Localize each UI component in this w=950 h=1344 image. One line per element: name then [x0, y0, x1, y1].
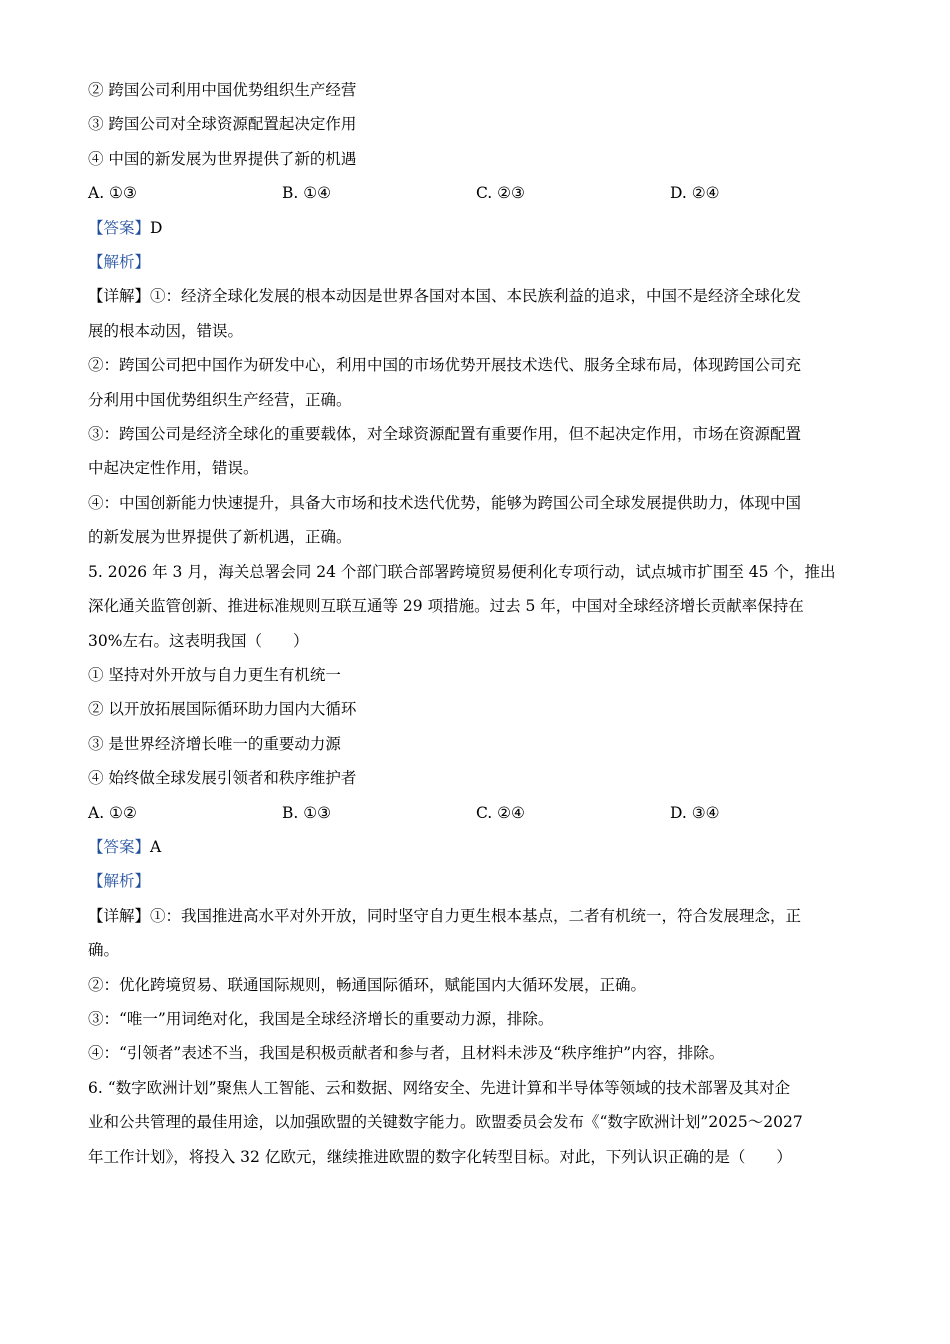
- q6-stem-2: 业和公共管理的最佳用途，以加强欧盟的关键数字能力。欧盟委员会发布《“数字欧洲计划”2025～2027: [88, 1113, 803, 1132]
- q4-detail-1-cont: 展的根本动因，错误。: [88, 321, 244, 340]
- answer-value: A: [150, 837, 162, 856]
- q4-detail-2: ②：跨国公司把中国作为研发中心，利用中国的市场优势开展技术迭代、服务全球布局，体现跨国公司充: [88, 356, 802, 375]
- q5-stem-2: 深化通关监管创新、推进标准规则互联互通等 29 项措施。过去 5 年，中国对全球经济增长贡献率保持在: [88, 597, 804, 616]
- q5-detail-1-cont: 确。: [88, 941, 120, 960]
- q4-detail-4-cont: 的新发展为世界提供了新机遇，正确。: [88, 528, 352, 547]
- q4-option-d: D. ②④: [670, 184, 720, 203]
- q5-statement-1: ① 坚持对外开放与自力更生有机统一: [88, 665, 341, 684]
- q4-detail-3-cont: 中起决定性作用，错误。: [88, 459, 259, 478]
- q4-options: [88, 176, 864, 210]
- answer-tag: 【答案】: [88, 218, 151, 237]
- q5-detail-4: ④：“引领者”表述不当，我国是积极贡献者和参与者，且材料未涉及“秩序维护”内容，排除。: [88, 1044, 725, 1063]
- q5-answer: [88, 830, 864, 864]
- q6-stem-3: 年工作计划》，将投入 32 亿欧元，继续推进欧盟的数字化转型目标。对此，下列认识正确的是（ ）: [88, 1147, 792, 1166]
- q5-stem-3: 30%左右。这表明我国（ ）: [88, 631, 309, 650]
- q5-detail-2: ②：优化跨境贸易、联通国际规则，畅通国际循环，赋能国内大循环发展，正确。: [88, 975, 647, 994]
- q5-detail-3: ③：“唯一”用词绝对化，我国是全球经济增长的重要动力源，排除。: [88, 1009, 554, 1028]
- detail-tag: 【详解】: [88, 287, 151, 306]
- q5-statement-2: ② 以开放拓展国际循环助力国内大循环: [88, 700, 357, 719]
- q5-statement-3: ③ 是世界经济增长唯一的重要动力源: [88, 734, 341, 753]
- answer-value: D: [150, 218, 163, 237]
- q4-option-b: B. ①④: [282, 184, 332, 203]
- q4-analysis-tag: 【解析】: [88, 253, 151, 272]
- q4-option-c: C. ②③: [476, 184, 525, 203]
- q5-options: [88, 796, 864, 830]
- q4-statement-4: ④ 中国的新发展为世界提供了新的机遇: [88, 149, 357, 168]
- q5-option-d: D. ③④: [670, 803, 720, 822]
- q5-option-c: C. ②④: [476, 803, 525, 822]
- q4-answer: [88, 211, 864, 245]
- q5-analysis-tag: 【解析】: [88, 872, 151, 891]
- q4-statement-2: ② 跨国公司利用中国优势组织生产经营: [88, 81, 357, 99]
- q4-detail-3: ③：跨国公司是经济全球化的重要载体，对全球资源配置有重要作用，但不起决定作用，市场在资源配置: [88, 425, 802, 444]
- q5-detail-1: 【详解】①：我国推进高水平对外开放，同时坚守自力更生根本基点，二者有机统一，符合发展理念，正: [88, 906, 802, 925]
- q5-statement-4: ④ 始终做全球发展引领者和秩序维护者: [88, 769, 357, 788]
- q4-statement-3: ③ 跨国公司对全球资源配置起决定作用: [88, 115, 357, 134]
- q4-detail-1: 【详解】①：经济全球化发展的根本动因是世界各国对本国、本民族利益的追求，中国不是经济全球化发: [88, 287, 802, 306]
- q6-stem-1: 6. “数字欧洲计划”聚焦人工智能、云和数据、网络安全、先进计算和半导体等领域的技术部署及其对企: [88, 1078, 791, 1097]
- q5-option-b: B. ①③: [282, 803, 332, 822]
- q5-option-a: A. ①②: [88, 803, 137, 822]
- q5-stem-1: 5. 2026 年 3 月，海关总署会同 24 个部门联合部署跨境贸易便利化专项行动，试点城市扩围至 45 个，推出: [88, 562, 836, 581]
- document-page: [88, 73, 864, 1174]
- q4-option-a: A. ①③: [88, 184, 137, 203]
- detail-tag: 【详解】: [88, 906, 151, 925]
- answer-tag: 【答案】: [88, 837, 151, 856]
- q4-detail-4: ④：中国创新能力快速提升，具备大市场和技术迭代优势，能够为跨国公司全球发展提供助力，体现中国: [88, 493, 802, 512]
- q4-detail-2-cont: 分利用中国优势组织生产经营，正确。: [88, 390, 352, 409]
